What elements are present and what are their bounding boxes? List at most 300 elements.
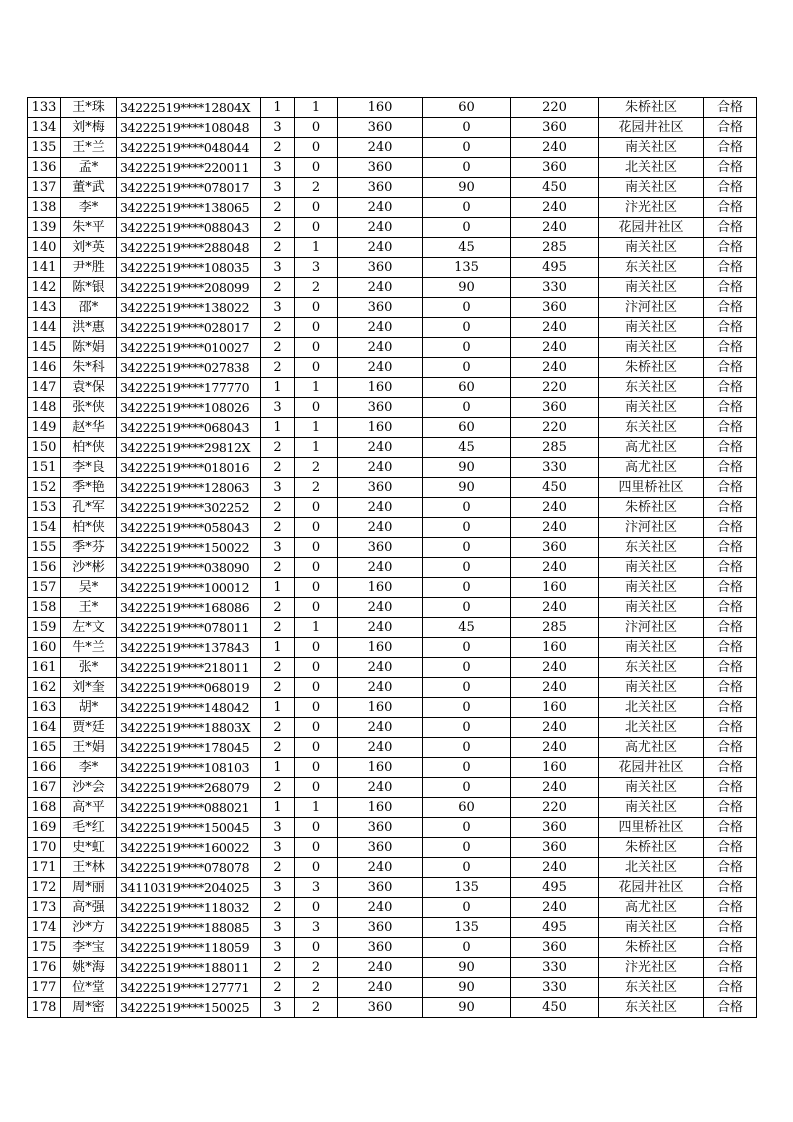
name-cell: 胡*: [61, 698, 117, 718]
amount-b-cell: 0: [423, 538, 511, 558]
count-a-cell: 1: [261, 378, 295, 398]
count-a-cell: 3: [261, 818, 295, 838]
total-cell: 360: [511, 938, 599, 958]
row-index-cell: 169: [28, 818, 61, 838]
id-number-cell: 34222519****160022: [117, 838, 261, 858]
community-cell: 东关社区: [599, 418, 704, 438]
count-b-cell: 2: [295, 478, 338, 498]
amount-a-cell: 240: [338, 898, 423, 918]
table-row: [28, 358, 757, 378]
count-b-cell: 0: [295, 938, 338, 958]
table-row: [28, 778, 757, 798]
total-cell: 240: [511, 658, 599, 678]
total-cell: 240: [511, 738, 599, 758]
table-row: [28, 998, 757, 1018]
total-cell: 220: [511, 418, 599, 438]
count-a-cell: 2: [261, 718, 295, 738]
name-cell: 孟*: [61, 158, 117, 178]
count-a-cell: 2: [261, 458, 295, 478]
id-number-cell: 34222519****038090: [117, 558, 261, 578]
name-cell: 张*: [61, 658, 117, 678]
amount-b-cell: 60: [423, 378, 511, 398]
amount-a-cell: 160: [338, 578, 423, 598]
amount-b-cell: 0: [423, 558, 511, 578]
community-cell: 南关社区: [599, 318, 704, 338]
table-row: [28, 178, 757, 198]
amount-a-cell: 360: [338, 998, 423, 1018]
row-index-cell: 139: [28, 218, 61, 238]
count-a-cell: 2: [261, 958, 295, 978]
community-cell: 花园井社区: [599, 878, 704, 898]
id-number-cell: 34222519****168086: [117, 598, 261, 618]
name-cell: 周*丽: [61, 878, 117, 898]
row-index-cell: 177: [28, 978, 61, 998]
table-row: [28, 958, 757, 978]
amount-b-cell: 0: [423, 518, 511, 538]
community-cell: 高尤社区: [599, 738, 704, 758]
id-number-cell: 34222519****29812X: [117, 438, 261, 458]
id-number-cell: 34222519****127771: [117, 978, 261, 998]
status-cell: 合格: [704, 758, 757, 778]
count-a-cell: 3: [261, 178, 295, 198]
amount-a-cell: 240: [338, 278, 423, 298]
amount-a-cell: 360: [338, 158, 423, 178]
count-b-cell: 2: [295, 958, 338, 978]
amount-a-cell: 240: [338, 218, 423, 238]
status-cell: 合格: [704, 898, 757, 918]
amount-a-cell: 240: [338, 358, 423, 378]
total-cell: 330: [511, 958, 599, 978]
name-cell: 周*密: [61, 998, 117, 1018]
count-b-cell: 1: [295, 238, 338, 258]
amount-b-cell: 0: [423, 498, 511, 518]
status-cell: 合格: [704, 858, 757, 878]
amount-a-cell: 240: [338, 558, 423, 578]
community-cell: 东关社区: [599, 258, 704, 278]
total-cell: 450: [511, 478, 599, 498]
community-cell: 高尤社区: [599, 898, 704, 918]
table-row: [28, 878, 757, 898]
community-cell: 朱桥社区: [599, 98, 704, 118]
total-cell: 360: [511, 298, 599, 318]
amount-a-cell: 160: [338, 758, 423, 778]
row-index-cell: 168: [28, 798, 61, 818]
total-cell: 220: [511, 98, 599, 118]
table-row: [28, 638, 757, 658]
id-number-cell: 34222519****12804X: [117, 98, 261, 118]
name-cell: 赵*华: [61, 418, 117, 438]
community-cell: 南关社区: [599, 178, 704, 198]
table-row: [28, 558, 757, 578]
id-number-cell: 34222519****150025: [117, 998, 261, 1018]
count-a-cell: 2: [261, 238, 295, 258]
amount-b-cell: 90: [423, 958, 511, 978]
status-cell: 合格: [704, 98, 757, 118]
count-b-cell: 0: [295, 538, 338, 558]
row-index-cell: 157: [28, 578, 61, 598]
name-cell: 王*娟: [61, 738, 117, 758]
community-cell: 南关社区: [599, 338, 704, 358]
count-b-cell: 0: [295, 138, 338, 158]
id-number-cell: 34110319****204025: [117, 878, 261, 898]
amount-a-cell: 240: [338, 958, 423, 978]
count-a-cell: 3: [261, 838, 295, 858]
community-cell: 花园井社区: [599, 758, 704, 778]
row-index-cell: 173: [28, 898, 61, 918]
total-cell: 360: [511, 158, 599, 178]
name-cell: 柏*侠: [61, 438, 117, 458]
amount-a-cell: 160: [338, 698, 423, 718]
status-cell: 合格: [704, 498, 757, 518]
count-b-cell: 0: [295, 298, 338, 318]
count-b-cell: 0: [295, 578, 338, 598]
amount-b-cell: 0: [423, 858, 511, 878]
total-cell: 240: [511, 358, 599, 378]
total-cell: 160: [511, 698, 599, 718]
status-cell: 合格: [704, 918, 757, 938]
amount-b-cell: 135: [423, 258, 511, 278]
amount-a-cell: 360: [338, 878, 423, 898]
name-cell: 沙*会: [61, 778, 117, 798]
amount-a-cell: 360: [338, 298, 423, 318]
count-a-cell: 3: [261, 298, 295, 318]
count-a-cell: 2: [261, 618, 295, 638]
id-number-cell: 34222519****128063: [117, 478, 261, 498]
count-b-cell: 1: [295, 378, 338, 398]
status-cell: 合格: [704, 618, 757, 638]
id-number-cell: 34222519****088043: [117, 218, 261, 238]
table-row: [28, 838, 757, 858]
count-b-cell: 0: [295, 318, 338, 338]
count-a-cell: 2: [261, 858, 295, 878]
count-a-cell: 1: [261, 578, 295, 598]
name-cell: 王*兰: [61, 138, 117, 158]
status-cell: 合格: [704, 318, 757, 338]
table-row: [28, 438, 757, 458]
count-b-cell: 3: [295, 918, 338, 938]
count-b-cell: 0: [295, 818, 338, 838]
community-cell: 南关社区: [599, 778, 704, 798]
table-row: [28, 678, 757, 698]
total-cell: 495: [511, 258, 599, 278]
amount-b-cell: 45: [423, 238, 511, 258]
status-cell: 合格: [704, 738, 757, 758]
row-index-cell: 150: [28, 438, 61, 458]
table-row: [28, 138, 757, 158]
table-row: [28, 818, 757, 838]
amount-a-cell: 240: [338, 498, 423, 518]
amount-a-cell: 240: [338, 598, 423, 618]
total-cell: 240: [511, 518, 599, 538]
name-cell: 牛*兰: [61, 638, 117, 658]
status-cell: 合格: [704, 778, 757, 798]
id-number-cell: 34222519****118059: [117, 938, 261, 958]
id-number-cell: 34222519****048044: [117, 138, 261, 158]
amount-a-cell: 160: [338, 98, 423, 118]
count-b-cell: 0: [295, 518, 338, 538]
amount-b-cell: 0: [423, 778, 511, 798]
count-a-cell: 3: [261, 998, 295, 1018]
total-cell: 240: [511, 678, 599, 698]
count-a-cell: 3: [261, 878, 295, 898]
table-row: [28, 518, 757, 538]
row-index-cell: 136: [28, 158, 61, 178]
count-b-cell: 0: [295, 358, 338, 378]
table-row: [28, 578, 757, 598]
community-cell: 花园井社区: [599, 118, 704, 138]
total-cell: 360: [511, 118, 599, 138]
community-cell: 朱桥社区: [599, 938, 704, 958]
records-table: [27, 97, 757, 1018]
amount-b-cell: 0: [423, 658, 511, 678]
status-cell: 合格: [704, 878, 757, 898]
count-b-cell: 3: [295, 878, 338, 898]
name-cell: 左*文: [61, 618, 117, 638]
count-a-cell: 2: [261, 898, 295, 918]
row-index-cell: 138: [28, 198, 61, 218]
status-cell: 合格: [704, 358, 757, 378]
count-a-cell: 2: [261, 778, 295, 798]
count-b-cell: 0: [295, 738, 338, 758]
community-cell: 北关社区: [599, 858, 704, 878]
name-cell: 张*侠: [61, 398, 117, 418]
amount-a-cell: 360: [338, 838, 423, 858]
row-index-cell: 161: [28, 658, 61, 678]
total-cell: 160: [511, 578, 599, 598]
amount-b-cell: 60: [423, 98, 511, 118]
row-index-cell: 143: [28, 298, 61, 318]
count-a-cell: 2: [261, 198, 295, 218]
count-a-cell: 2: [261, 498, 295, 518]
amount-b-cell: 0: [423, 598, 511, 618]
amount-a-cell: 360: [338, 258, 423, 278]
status-cell: 合格: [704, 298, 757, 318]
community-cell: 南关社区: [599, 138, 704, 158]
count-a-cell: 1: [261, 698, 295, 718]
name-cell: 朱*平: [61, 218, 117, 238]
row-index-cell: 134: [28, 118, 61, 138]
row-index-cell: 137: [28, 178, 61, 198]
amount-b-cell: 0: [423, 198, 511, 218]
amount-b-cell: 0: [423, 718, 511, 738]
table-row: [28, 498, 757, 518]
amount-b-cell: 45: [423, 438, 511, 458]
id-number-cell: 34222519****188011: [117, 958, 261, 978]
table-row: [28, 258, 757, 278]
amount-b-cell: 0: [423, 898, 511, 918]
amount-b-cell: 90: [423, 178, 511, 198]
amount-a-cell: 240: [338, 138, 423, 158]
amount-a-cell: 160: [338, 798, 423, 818]
community-cell: 北关社区: [599, 718, 704, 738]
id-number-cell: 34222519****138065: [117, 198, 261, 218]
status-cell: 合格: [704, 458, 757, 478]
count-a-cell: 2: [261, 558, 295, 578]
total-cell: 330: [511, 458, 599, 478]
row-index-cell: 167: [28, 778, 61, 798]
community-cell: 四里桥社区: [599, 478, 704, 498]
community-cell: 东关社区: [599, 658, 704, 678]
count-b-cell: 0: [295, 718, 338, 738]
amount-a-cell: 240: [338, 718, 423, 738]
name-cell: 毛*红: [61, 818, 117, 838]
amount-a-cell: 360: [338, 478, 423, 498]
table-row: [28, 598, 757, 618]
amount-b-cell: 0: [423, 338, 511, 358]
count-b-cell: 2: [295, 278, 338, 298]
row-index-cell: 149: [28, 418, 61, 438]
total-cell: 240: [511, 858, 599, 878]
table-row: [28, 738, 757, 758]
count-b-cell: 1: [295, 98, 338, 118]
table-row: [28, 798, 757, 818]
community-cell: 南关社区: [599, 278, 704, 298]
table-row: [28, 418, 757, 438]
id-number-cell: 34222519****108035: [117, 258, 261, 278]
community-cell: 高尤社区: [599, 458, 704, 478]
status-cell: 合格: [704, 958, 757, 978]
amount-a-cell: 240: [338, 458, 423, 478]
amount-b-cell: 90: [423, 978, 511, 998]
status-cell: 合格: [704, 218, 757, 238]
amount-a-cell: 240: [338, 438, 423, 458]
table-row: [28, 658, 757, 678]
status-cell: 合格: [704, 998, 757, 1018]
total-cell: 360: [511, 538, 599, 558]
amount-b-cell: 60: [423, 418, 511, 438]
row-index-cell: 133: [28, 98, 61, 118]
community-cell: 南关社区: [599, 798, 704, 818]
name-cell: 邵*: [61, 298, 117, 318]
row-index-cell: 160: [28, 638, 61, 658]
amount-b-cell: 0: [423, 838, 511, 858]
id-number-cell: 34222519****177770: [117, 378, 261, 398]
name-cell: 史*虹: [61, 838, 117, 858]
amount-b-cell: 0: [423, 298, 511, 318]
name-cell: 李*: [61, 198, 117, 218]
name-cell: 姚*海: [61, 958, 117, 978]
count-b-cell: 1: [295, 438, 338, 458]
id-number-cell: 34222519****068043: [117, 418, 261, 438]
name-cell: 陈*银: [61, 278, 117, 298]
count-b-cell: 0: [295, 898, 338, 918]
total-cell: 240: [511, 318, 599, 338]
count-b-cell: 0: [295, 158, 338, 178]
id-number-cell: 34222519****010027: [117, 338, 261, 358]
community-cell: 南关社区: [599, 238, 704, 258]
community-cell: 北关社区: [599, 158, 704, 178]
table-row: [28, 118, 757, 138]
community-cell: 汴光社区: [599, 198, 704, 218]
status-cell: 合格: [704, 698, 757, 718]
community-cell: 东关社区: [599, 378, 704, 398]
row-index-cell: 146: [28, 358, 61, 378]
id-number-cell: 34222519****18803X: [117, 718, 261, 738]
total-cell: 160: [511, 638, 599, 658]
community-cell: 南关社区: [599, 578, 704, 598]
amount-a-cell: 240: [338, 778, 423, 798]
amount-a-cell: 240: [338, 678, 423, 698]
count-b-cell: 2: [295, 978, 338, 998]
status-cell: 合格: [704, 398, 757, 418]
row-index-cell: 178: [28, 998, 61, 1018]
amount-b-cell: 0: [423, 118, 511, 138]
row-index-cell: 156: [28, 558, 61, 578]
id-number-cell: 34222519****137843: [117, 638, 261, 658]
amount-a-cell: 240: [338, 238, 423, 258]
id-number-cell: 34222519****078078: [117, 858, 261, 878]
status-cell: 合格: [704, 638, 757, 658]
status-cell: 合格: [704, 138, 757, 158]
amount-a-cell: 240: [338, 338, 423, 358]
id-number-cell: 34222519****100012: [117, 578, 261, 598]
count-a-cell: 2: [261, 338, 295, 358]
count-a-cell: 2: [261, 278, 295, 298]
amount-a-cell: 360: [338, 918, 423, 938]
total-cell: 220: [511, 798, 599, 818]
count-a-cell: 3: [261, 918, 295, 938]
id-number-cell: 34222519****108103: [117, 758, 261, 778]
row-index-cell: 144: [28, 318, 61, 338]
status-cell: 合格: [704, 818, 757, 838]
row-index-cell: 166: [28, 758, 61, 778]
name-cell: 尹*胜: [61, 258, 117, 278]
count-b-cell: 0: [295, 198, 338, 218]
total-cell: 240: [511, 338, 599, 358]
table-row: [28, 218, 757, 238]
table-row: [28, 858, 757, 878]
id-number-cell: 34222519****078011: [117, 618, 261, 638]
id-number-cell: 34222519****150022: [117, 538, 261, 558]
count-b-cell: 1: [295, 798, 338, 818]
row-index-cell: 159: [28, 618, 61, 638]
name-cell: 李*: [61, 758, 117, 778]
count-b-cell: 1: [295, 618, 338, 638]
community-cell: 花园井社区: [599, 218, 704, 238]
name-cell: 高*平: [61, 798, 117, 818]
amount-b-cell: 0: [423, 578, 511, 598]
status-cell: 合格: [704, 438, 757, 458]
amount-b-cell: 90: [423, 478, 511, 498]
name-cell: 孔*军: [61, 498, 117, 518]
community-cell: 东关社区: [599, 978, 704, 998]
amount-b-cell: 0: [423, 138, 511, 158]
row-index-cell: 147: [28, 378, 61, 398]
count-a-cell: 3: [261, 398, 295, 418]
name-cell: 洪*惠: [61, 318, 117, 338]
community-cell: 四里桥社区: [599, 818, 704, 838]
status-cell: 合格: [704, 338, 757, 358]
status-cell: 合格: [704, 578, 757, 598]
row-index-cell: 154: [28, 518, 61, 538]
amount-b-cell: 0: [423, 758, 511, 778]
count-a-cell: 2: [261, 678, 295, 698]
community-cell: 南关社区: [599, 678, 704, 698]
table-row: [28, 238, 757, 258]
count-a-cell: 2: [261, 518, 295, 538]
amount-a-cell: 360: [338, 818, 423, 838]
table-row: [28, 538, 757, 558]
total-cell: 450: [511, 178, 599, 198]
status-cell: 合格: [704, 838, 757, 858]
count-a-cell: 2: [261, 358, 295, 378]
count-b-cell: 0: [295, 598, 338, 618]
table-row: [28, 278, 757, 298]
count-b-cell: 1: [295, 418, 338, 438]
row-index-cell: 148: [28, 398, 61, 418]
row-index-cell: 176: [28, 958, 61, 978]
id-number-cell: 34222519****088021: [117, 798, 261, 818]
